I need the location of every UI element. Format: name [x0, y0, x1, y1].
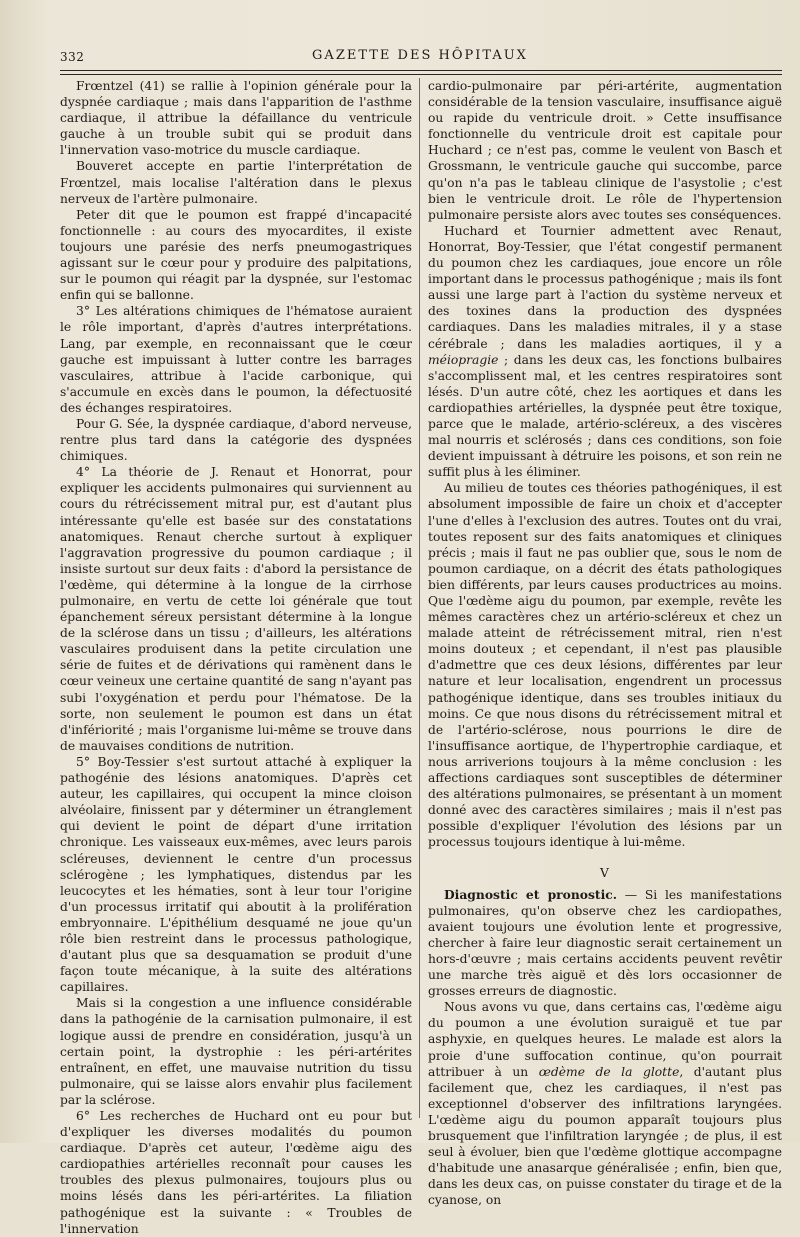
paragraph: [428, 887, 782, 1000]
paragraph: 3° Les altérations chimiques de l'hématose auraient le rôle important, d'après d'autres interprétations. Lang, par exemple, en reconnaissant que le cœur gauche est impuissant à lutter contre les barrages vasculaires, attribue à l'acide carbonique, qui s'accumule en excès dans le poumon, la défectuosité des échanges respiratoires.: [60, 304, 412, 415]
paragraph: Mais si la congestion a une influence considérable dans la pathogénie de la carnisation pulmonaire, il est logique aussi de prendre en considération, jusqu'à un certain point, la dystrophie : les péri-artérites entraînent, en effet, une mauvaise nutrition du tissu pulmonaire, qui se laisse alors envahir plus facilement par la sclérose.: [60, 996, 412, 1107]
page-number: 332: [60, 50, 85, 64]
paragraph: Pour G. Sée, la dyspnée cardiaque, d'abord nerveuse, rentre plus tard dans la catégorie des dyspnées chimiques.: [60, 416, 412, 464]
paragraph-text: Nous avons vu que, dans certains cas, l'œdème aigu du poumon a une évolution suraiguë et tue par asphyxie, en quelques heures. Le malade est alors la proie d'une suffocation continue, qu'on pourrait attribuer à un: [428, 1000, 782, 1079]
right-column: [428, 78, 782, 1208]
paragraph-text: , d'autant plus facilement que, chez les cardiaques, il n'est pas exceptionnel d'observer des infiltrations laryngées. L'œdème aigu du poumon apparaît toujours plus brusquement que l'infiltration laryngée ; de plus, il est seul à évoluer, bien que l'œdème glottique accompagne d'habitude une anasarque généralisée ; enfin, bien que, dans les deux cas, on puisse constater du tirage et de la cyanose, on: [428, 1064, 782, 1208]
paragraph: Bouveret accepte en partie l'interprétation de Frœntzel, mais localise l'altération dans le plexus nerveux de l'artère pulmonaire.: [60, 159, 412, 206]
page-header: [60, 44, 780, 68]
italic-term: œdème de la glotte: [538, 1064, 680, 1079]
paragraph: 6° Les recherches de Huchard ont eu pour but d'expliquer les diverses modalités du poumon cardiaque. D'après cet auteur, l'œdème aigu des cardiopathies artérielles reconnaît pour causes les troubles des plexus pulmonaires, toujours plus ou moins lésés dans les péri-artérites. La filiation pathogénique est la suivante : « Troubles de l'innervation: [60, 1109, 412, 1236]
paragraph-text: Huchard et Tournier admettent avec Renaut, Honorrat, Boy-Tessier, que l'état congestif permanent du poumon chez les cardiaques, joue encore un rôle important dans le processus pathogénique ; mais ils font aussi une large part à l'action du système nerveux et des toxines dans la production des dyspnées cardiaques. Dans les maladies mitrales, il y a stase cérébrale ; dans les maladies aortiques, il y a: [428, 223, 782, 351]
left-column: [60, 78, 412, 1236]
paragraph: Frœntzel (41) se rallie à l'opinion générale pour la dyspnée cardiaque ; mais dans l'apparition de l'asthme cardiaque, il attribue la défaillance du ventricule gauche à un trouble subit qui se produit dans l'innervation vaso-motrice du muscle cardiaque.: [60, 79, 412, 158]
section-heading: Diagnostic et pronostic.: [444, 886, 618, 902]
running-title: GAZETTE DES HÔPITAUX: [312, 48, 528, 63]
paragraph: Au milieu de toutes ces théories pathogéniques, il est absolument impossible de faire un choix et d'accepter l'une d'elles à l'exclusion des autres. Toutes ont du vrai, toutes reposent sur des faits anatomiques et cliniques précis ; mais il faut ne pas oublier que, sous le nom de poumon cardiaque, on a décrit des états pathologiques bien différents, par leurs causes productrices au moins. Que l'œdème aigu du poumon, par exemple, revête les mêmes caractères chez un artério-scléreux et chez un malade atteint de rétrécissement mitral, rien n'est moins douteux ; et cependant, il n'est pas plausible d'admettre que ces deux lésions, différentes par leur nature et leur localisation, engendrent un processus pathogénique identique, dans ses troubles initiaux du moins. Ce que nous disons du rétrécissement mitral et de l'artério-sclérose, nous pourrions le dire de l'insuffisance aortique, de l'hypertrophie cardiaque, et nous arriverions toujours à la même conclusion : les affections cardiaques sont susceptibles de déterminer des altérations pulmonaires, se présentant à un moment donné avec des caractères similaires ; mais il n'est pas possible d'expliquer l'évolution des lésions par un processus toujours identique à lui-même.: [428, 481, 782, 850]
column-divider: [419, 78, 420, 1118]
italic-term: méiopragie: [428, 352, 499, 367]
section-number: V: [600, 865, 610, 880]
paragraph: 5° Boy-Tessier s'est surtout attaché à expliquer la pathogénie des lésions anatomiques. D'après cet auteur, les capillaires, qui occupent la mince cloison alvéolaire, finissent par y déterminer un étranglement qui devient le point de départ d'une irritation chronique. Les vaisseaux eux-mêmes, avec leurs parois scléreuses, deviennent le centre d'un processus sclérogène ; les lymphatiques, distendus par les leucocytes et les hématies, sont à leur tour l'origine d'un processus irritatif qui aboutit à la prolifération embryonnaire. L'épithélium desquamé ne joue qu'un rôle bien restreint dans le processus pathologique, d'autant plus que sa desquamation se produit d'une façon toute mécanique, à la suite des altérations capillaires.: [60, 754, 412, 995]
paragraph-text: ; dans les deux cas, les fonctions bulbaires s'accomplissent mal, et les centres respiratoires sont lésés. D'un autre côté, chez les aortiques et dans les cardiopathies artérielles, la dyspnée peut être toxique, parce que le malade, artério-scléreux, a des viscères mal nourris et sclérosés ; dans ces conditions, son foie devient impuissant à détruire les poisons, et son rein ne suffit plus à les éliminer.: [428, 352, 782, 480]
paragraph: Peter dit que le poumon est frappé d'incapacité fonctionnelle : au cours des myocardites, il existe toujours une parésie des nerfs pneumogastriques agissant sur le cœur pour y produire des palpitations, sur le poumon qui réagit par la dyspnée, sur l'estomac enfin qui se ballonne.: [60, 207, 412, 303]
paragraph: [428, 999, 782, 1208]
paragraph: 4° La théorie de J. Renaut et Honorrat, pour expliquer les accidents pulmonaires qui surviennent au cours du rétrécissement mitral pur, est d'autant plus intéressante qu'elle est basée sur des constatations anatomiques. Renaut cherche surtout à expliquer l'aggravation progressive du poumon cardiaque ; il insiste surtout sur deux faits : d'abord la persistance de l'œdème, qui détermine à la longue de la cirrhose pulmonaire, en vertu de cette loi générale que tout épanchement séreux persistant détermine à la longue de la sclérose dans un tissu ; d'ailleurs, les altérations vasculaires produisent dans la petite circulation une série de fuites et de dérivations qui ramènent dans le cœur veineux une certaine quantité de sang n'ayant pas subi l'oxygénation et perdu pour l'hématose. De la sorte, non seulement le poumon est dans un état d'infériorité ; mais l'organisme lui-même se trouve dans de mauvaises conditions de nutrition.: [60, 465, 412, 753]
paragraph: cardio-pulmonaire par péri-artérite, augmentation considérable de la tension vasculaire, insuffisance aiguë ou rapide du ventricule droit. » Cette insuffisance fonctionnelle du ventricule droit est capitale pour Huchard ; ce n'est pas, comme le veulent von Basch et Grossmann, le ventricule gauche qui succombe, parce qu'on n'a pas le tableau clinique de l'asystolie ; c'est bien le ventricule droit. Le rôle de l'hypertension pulmonaire persiste alors avec toutes ses conséquences.: [428, 79, 782, 222]
paragraph-text: — Si les manifestations pulmonaires, qu'on observe chez les cardiopathes, avaient toujours une évolution lente et progressive, chercher à faire leur diagnostic serait certainement un hors-d'œuvre ; mais certains accidents peuvent revêtir une marche très aiguë et dès lors occasionner de grosses erreurs de diagnostic.: [428, 887, 782, 999]
header-rule: [60, 70, 782, 75]
paragraph: [428, 223, 782, 481]
